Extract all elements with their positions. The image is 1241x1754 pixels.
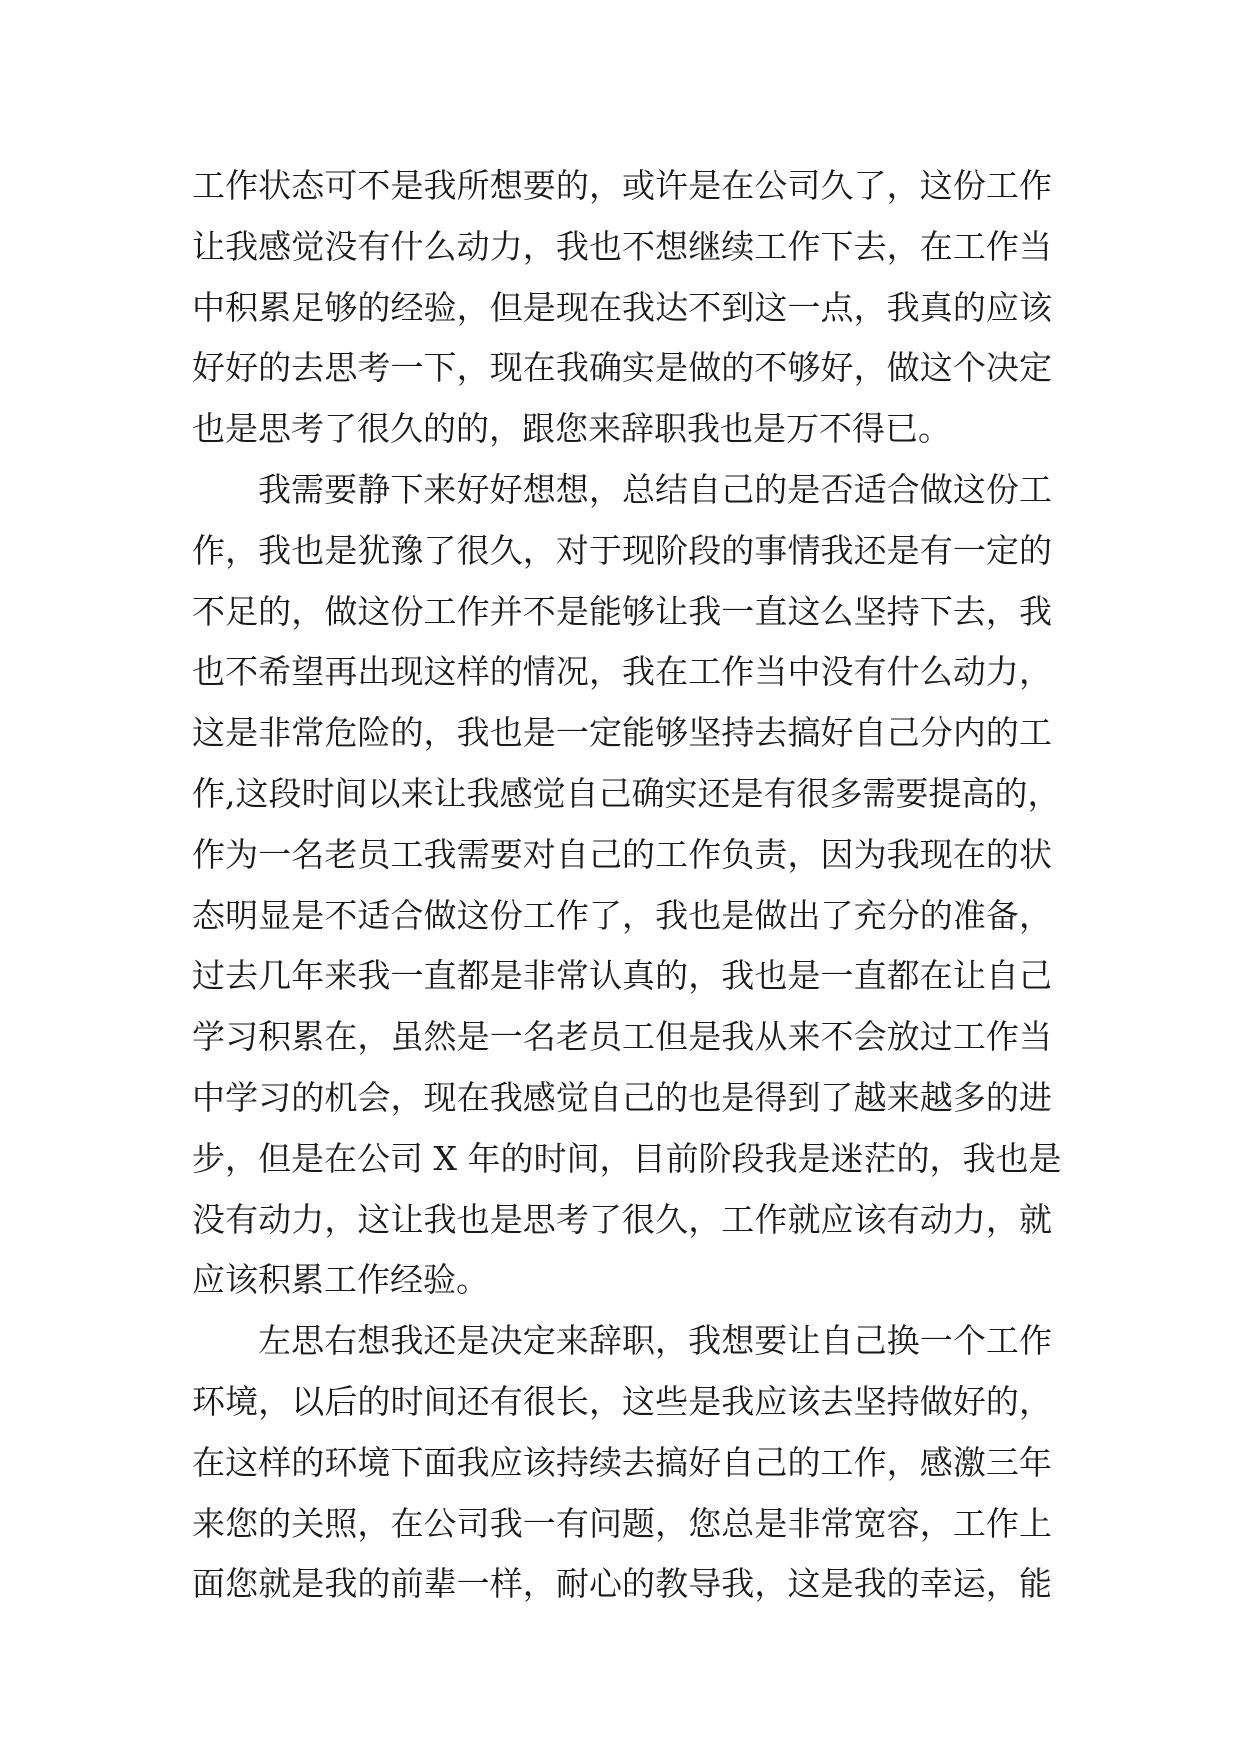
document-body: [192, 156, 1062, 1615]
text-line: 这是非常危险的，我也是一定能够坚持去搞好自己分内的工: [192, 713, 1052, 753]
text-line: 态明显是不适合做这份工作了，我也是做出了充分的准备，: [192, 895, 1052, 935]
text-line: 也不希望再出现这样的情况，我在工作当中没有什么动力，: [192, 652, 1052, 692]
paragraph-3: [192, 1311, 1052, 1615]
text-line: 应该积累工作经验。: [192, 1260, 489, 1300]
text-line: 左思右想我还是决定来辞职，我想要让自己换一个工作: [258, 1321, 1052, 1361]
text-line: 来您的关照，在公司我一有问题，您总是非常宽容，工作上: [192, 1503, 1052, 1543]
text-line: 我需要静下来好好想想，总结自己的是否适合做这份工: [258, 469, 1052, 509]
text-line: 作，我也是犹豫了很久，对于现阶段的事情我还是有一定的: [192, 530, 1052, 570]
text-line: 步，但是在公司 X 年的时间，目前阶段我是迷茫的，我也是: [192, 1138, 1062, 1178]
text-line: 作,这段时间以来让我感觉自己确实还是有很多需要提高的，: [192, 773, 1061, 813]
text-line: 工作状态可不是我所想要的，或许是在公司久了，这份工作: [192, 166, 1052, 205]
text-line: 环境，以后的时间还有很长，这些是我应该去坚持做好的，: [192, 1381, 1052, 1421]
text-line: 学习积累在，虽然是一名老员工但是我从来不会放过工作当: [192, 1017, 1052, 1057]
text-line: 面您就是我的前辈一样，耐心的教导我，这是我的幸运，能: [192, 1564, 1052, 1604]
text-line: 中积累足够的经验，但是现在我达不到这一点，我真的应该: [192, 287, 1052, 327]
text-line: 也是思考了很久的的，跟您来辞职我也是万不得已。: [192, 409, 951, 449]
text-line: 过去几年来我一直都是非常认真的，我也是一直都在让自己: [192, 956, 1052, 996]
text-line: 中学习的机会，现在我感觉自己的也是得到了越来越多的进: [192, 1077, 1052, 1117]
text-line: 没有动力，这让我也是思考了很久，工作就应该有动力，就: [192, 1199, 1052, 1239]
text-line: 作为一名老员工我需要对自己的工作负责，因为我现在的状: [192, 834, 1052, 874]
text-line: 在这样的环境下面我应该持续去搞好自己的工作，感激三年: [192, 1442, 1052, 1482]
text-line: 让我感觉没有什么动力，我也不想继续工作下去，在工作当: [192, 226, 1052, 266]
text-line: 好好的去思考一下，现在我确实是做的不够好，做这个决定: [192, 348, 1052, 388]
paragraph-1: [192, 156, 1052, 460]
text-line: 不足的，做这份工作并不是能够让我一直这么坚持下去，我: [192, 591, 1052, 631]
paragraph-2: [192, 460, 1062, 1311]
